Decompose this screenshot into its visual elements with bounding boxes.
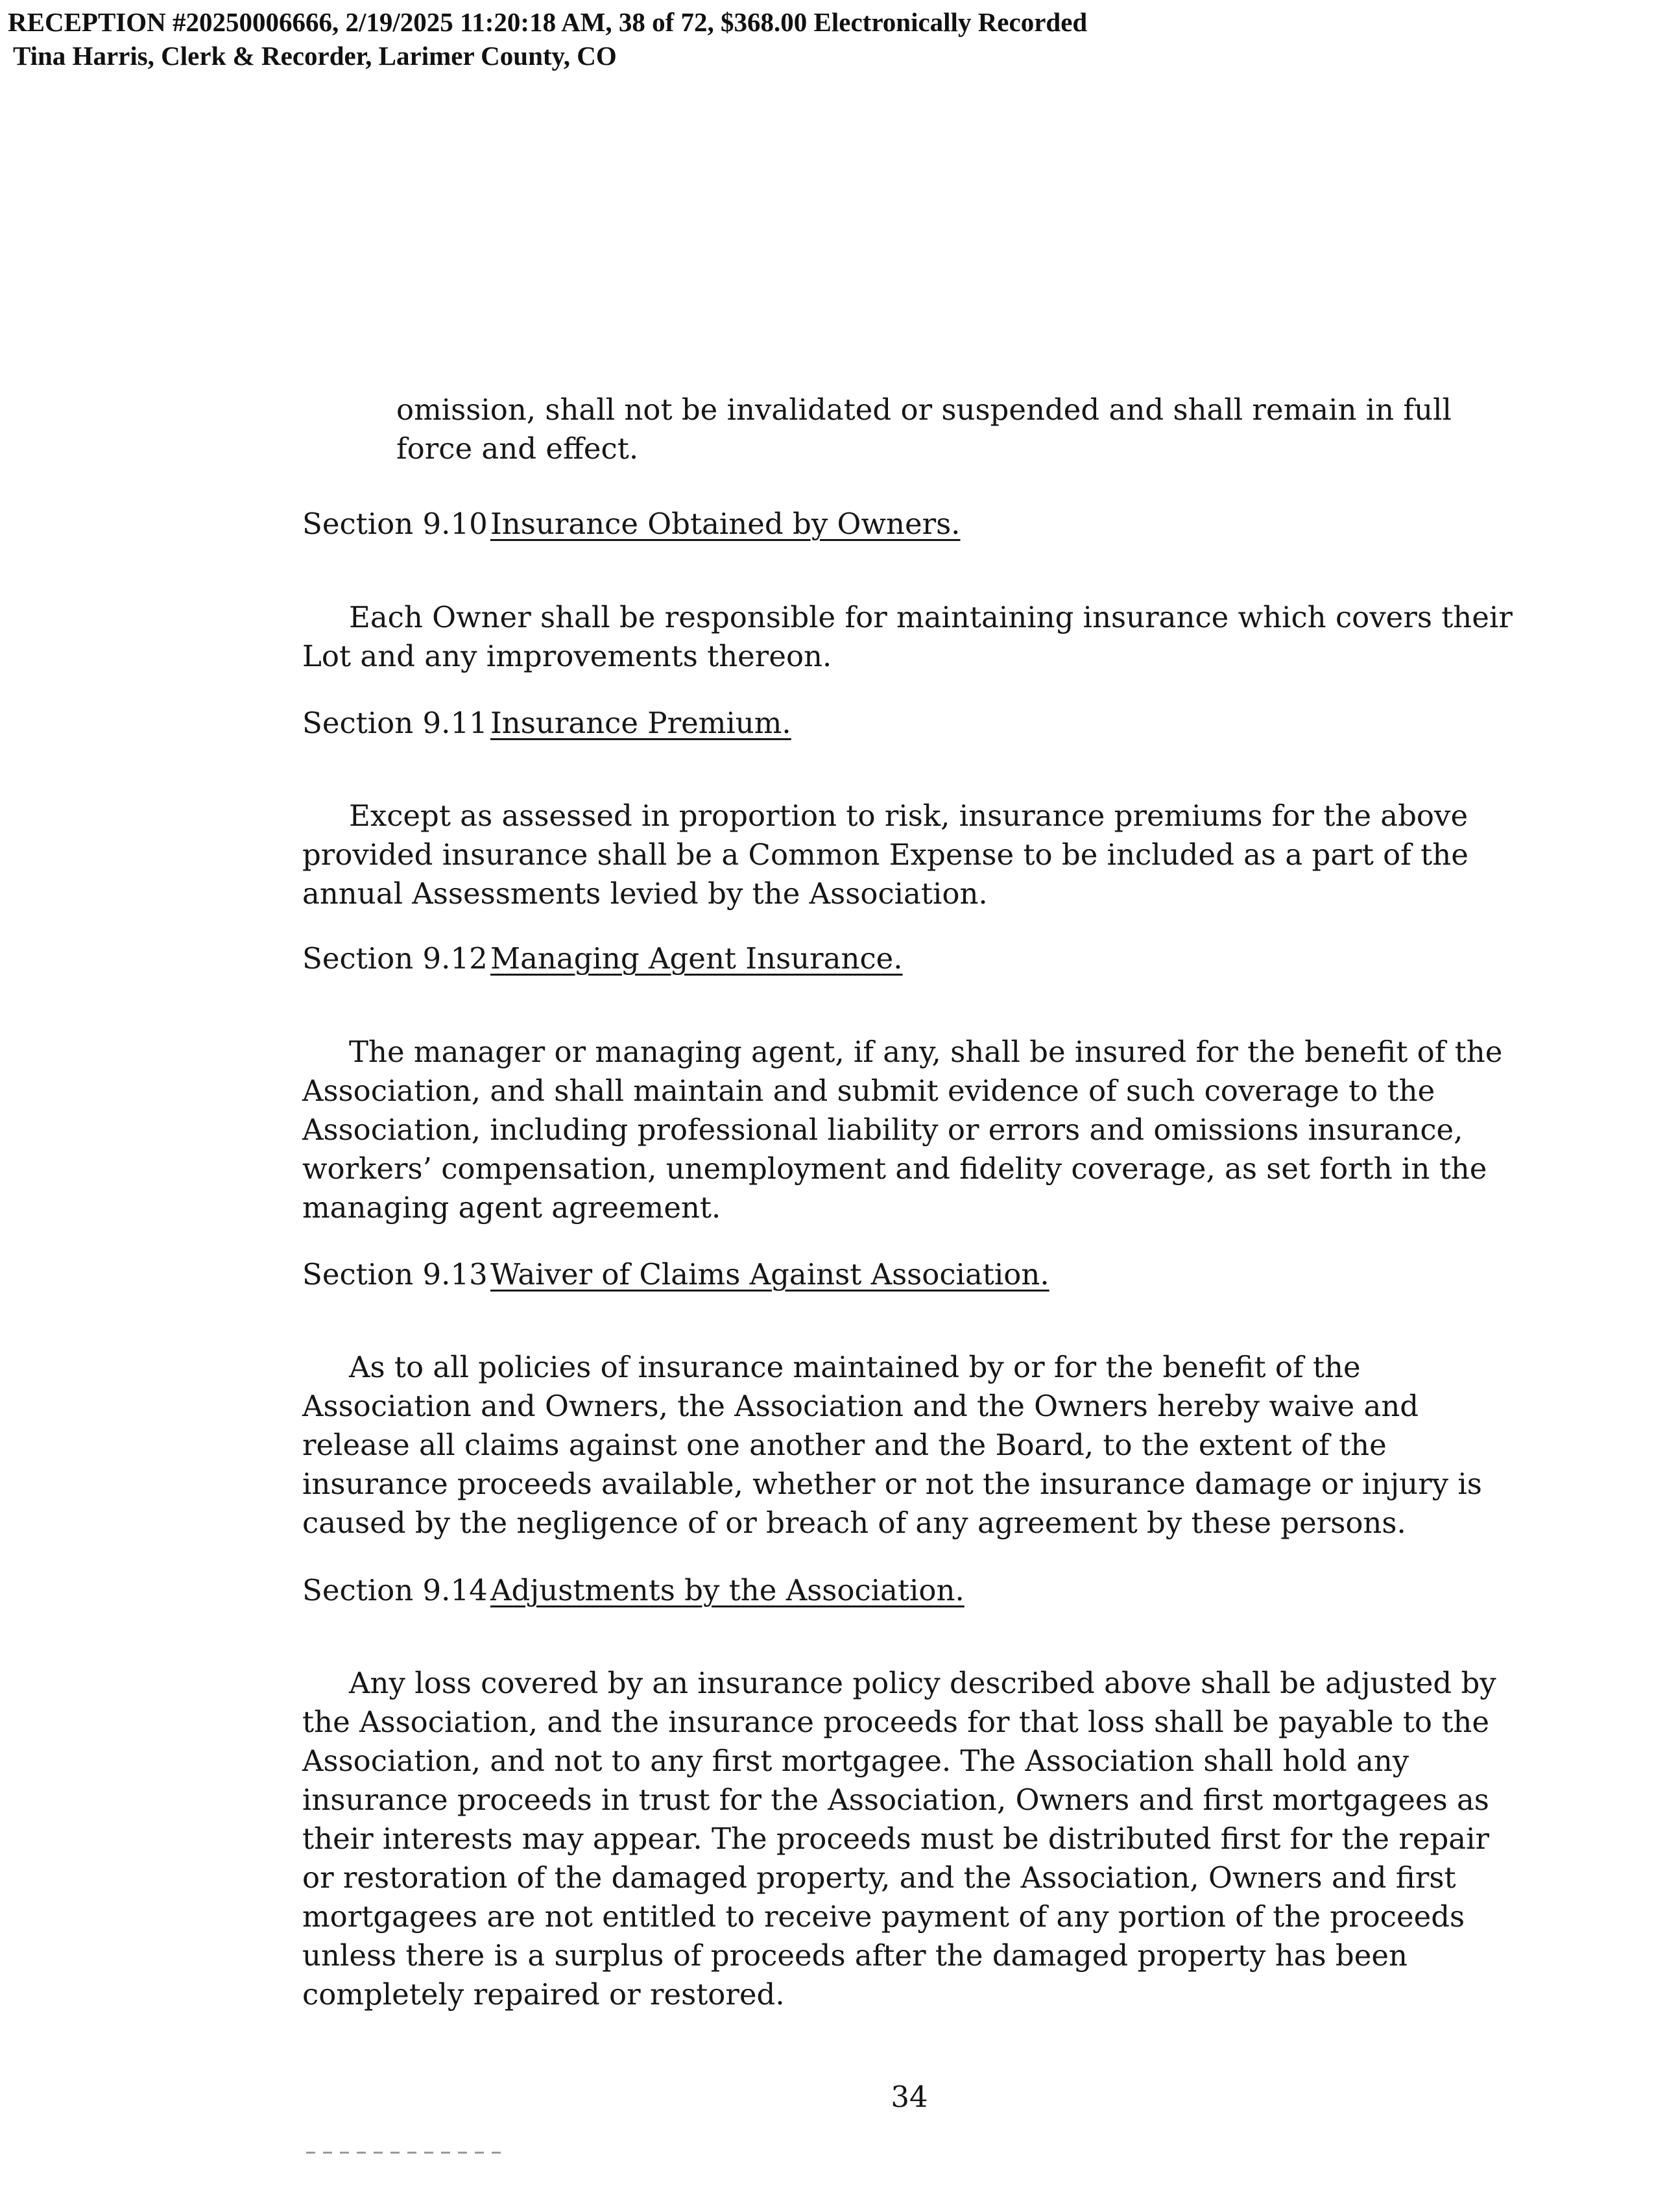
reception-stamp-line: RECEPTION #20250006666, 2/19/2025 11:20:18 AM, 38 of 72, $368.00 Electronically Recorded	[8, 7, 1088, 37]
section-number: Section 9.13	[302, 1257, 488, 1292]
section-heading-9-11	[302, 704, 791, 743]
section-heading-9-13	[302, 1255, 1049, 1294]
clerk-recorder-line: Tina Harris, Clerk & Recorder, Larimer County, CO	[13, 41, 617, 71]
section-body-9-11: Except as assessed in proportion to risk, insurance premiums for the above provided insurance shall be a Common Expense to be included as a part of the annual Assessments levied by the Association.	[302, 799, 1468, 911]
section-title: Insurance Obtained by Owners.	[490, 507, 961, 541]
footer-scan-dot	[494, 2152, 497, 2154]
section-heading-9-14	[302, 1571, 965, 1610]
section-number: Section 9.11	[302, 706, 488, 740]
page-number: 34	[891, 2080, 928, 2114]
section-title: Managing Agent Insurance.	[490, 941, 903, 976]
section-title: Insurance Premium.	[490, 706, 791, 740]
section-body-9-14: Any loss covered by an insurance policy described above shall be adjusted by the Association, and the insurance proceeds for that loss shall be payable to the Association, and not to any first mortgagee. The Association shall hold any insurance proceeds in trust for the Association, Owners and first mortgagees as their interests may appear. The proceeds must be distributed first for the repair or restoration of the damaged property, and the Association, Owners and first mortgagees are not entitled to receive payment of any portion of the proceeds unless there is a surplus of proceeds after the damaged property has been completely repaired or restored.	[302, 1666, 1496, 2012]
footer-scan-artifact	[306, 2152, 501, 2154]
section-number: Section 9.12	[302, 941, 488, 976]
continued-paragraph: omission, shall not be invalidated or suspended and shall remain in full force and effect.	[396, 392, 1452, 466]
section-number: Section 9.10	[302, 507, 488, 541]
section-title: Waiver of Claims Against Association.	[490, 1257, 1049, 1292]
section-title: Adjustments by the Association.	[490, 1573, 965, 1607]
section-heading-9-10	[302, 505, 960, 544]
recording-header	[8, 5, 1087, 73]
section-number: Section 9.14	[302, 1573, 488, 1607]
section-body-9-13: As to all policies of insurance maintained by or for the benefit of the Association and Owners, the Association and the Owners hereby waive and release all claims against one another and the Board, to the extent of the insurance proceeds available, whether or not the insurance damage or injury is caused by the negligence of or breach of any agreement by these persons.	[302, 1350, 1482, 1540]
section-body-9-12: The manager or managing agent, if any, shall be insured for the benefit of the Association, and shall maintain and submit evidence of such coverage to the Association, including professional liability or errors and omissions insurance, workers’ compensation, unemployment and fidelity coverage, as set forth in the managing agent agreement.	[302, 1035, 1503, 1225]
section-body-9-10: Each Owner shall be responsible for maintaining insurance which covers their Lot and any improvements thereon.	[302, 600, 1513, 673]
section-heading-9-12	[302, 939, 903, 978]
